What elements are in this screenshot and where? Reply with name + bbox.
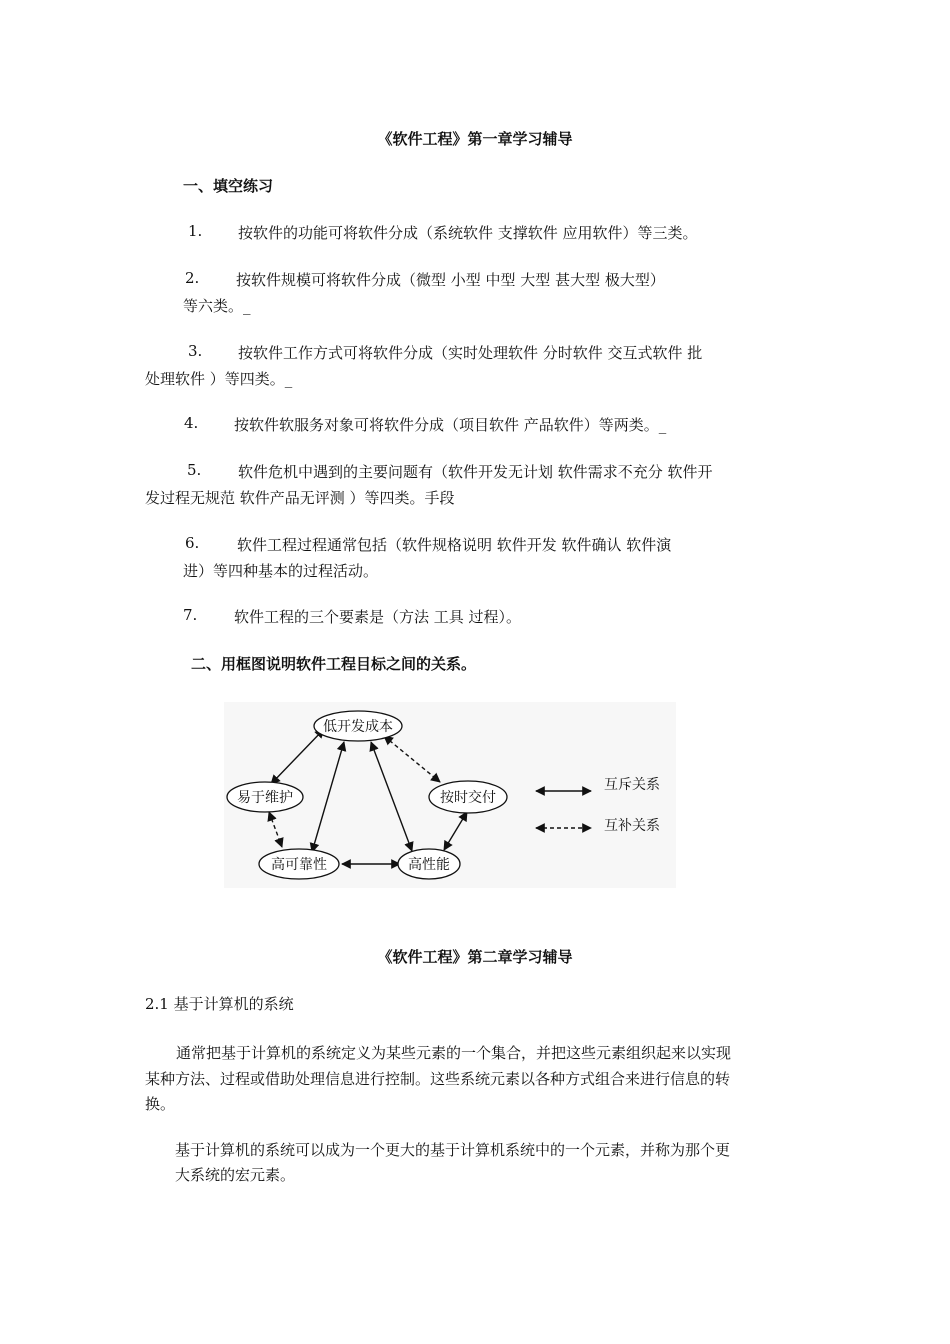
item-1-text: 按软件的功能可将软件分成（系统软件 支撑软件 应用软件）等三类。 bbox=[238, 224, 698, 242]
item-5-text: 软件危机中遇到的主要问题有（软件开发无计划 软件需求不充分 软件开 bbox=[238, 463, 713, 481]
legend-solid-label: 互斥关系 bbox=[604, 777, 660, 793]
node-on-time-label: 按时交付 bbox=[440, 790, 496, 806]
para1-line3: 换。 bbox=[145, 1095, 176, 1113]
item-6-number: 6. bbox=[185, 534, 200, 552]
item-6-continuation: 进）等四种基本的过程活动。 bbox=[183, 562, 379, 580]
section1-heading: 一、填空练习 bbox=[183, 177, 274, 195]
node-reliable bbox=[259, 849, 339, 879]
item-4-text: 按软件软服务对象可将软件分成（项目软件 产品软件）等两类。_ bbox=[234, 416, 667, 434]
item-5-continuation: 发过程无规范 软件产品无评测 ）等四类。手段 bbox=[145, 489, 455, 507]
item-4-number: 4. bbox=[184, 414, 199, 432]
para1-line1: 通常把基于计算机的系统定义为某些元素的一个集合，并把这些元素组织起来以实现 bbox=[176, 1044, 732, 1062]
para2-line2: 大系统的宏元素。 bbox=[175, 1166, 296, 1184]
item-7-text: 软件工程的三个要素是（方法 工具 过程）。 bbox=[234, 608, 522, 626]
node-on-time bbox=[429, 781, 507, 813]
item-6-text: 软件工程过程通常包括（软件规格说明 软件开发 软件确认 软件演 bbox=[237, 536, 672, 554]
node-maintainable-label: 易于维护 bbox=[237, 790, 293, 806]
chapter1-title: 《软件工程》第一章学习辅导 bbox=[377, 130, 573, 148]
node-performance bbox=[398, 849, 460, 879]
item-2-continuation: 等六类。_ bbox=[183, 297, 251, 315]
node-low-cost-label: 低开发成本 bbox=[323, 719, 393, 735]
para1-line2: 某种方法、过程或借助处理信息进行控制。这些系统元素以各种方式组合来进行信息的转 bbox=[145, 1070, 731, 1088]
item-5-number: 5. bbox=[187, 461, 202, 479]
node-low-cost bbox=[314, 711, 402, 741]
item-3-text: 按软件工作方式可将软件分成（实时处理软件 分时软件 交互式软件 批 bbox=[238, 344, 703, 362]
node-reliable-label: 高可靠性 bbox=[271, 857, 327, 873]
section-2-1-heading: 2.1 基于计算机的系统 bbox=[145, 995, 294, 1013]
item-7-number: 7. bbox=[183, 606, 198, 624]
legend-dashed-label: 互补关系 bbox=[604, 818, 660, 834]
item-3-continuation: 处理软件 ）等四类。_ bbox=[145, 370, 293, 388]
goals-relationship-diagram bbox=[224, 702, 676, 888]
item-2-number: 2. bbox=[185, 269, 200, 287]
item-2-text: 按软件规模可将软件分成（微型 小型 中型 大型 甚大型 极大型） bbox=[236, 271, 665, 289]
chapter2-title: 《软件工程》第二章学习辅导 bbox=[377, 948, 573, 966]
para2-line1: 基于计算机的系统可以成为一个更大的基于计算机系统中的一个元素，并称为那个更 bbox=[175, 1141, 731, 1159]
node-maintainable bbox=[227, 782, 303, 812]
item-3-number: 3. bbox=[188, 342, 203, 360]
node-performance-label: 高性能 bbox=[408, 857, 450, 873]
item-1-number: 1. bbox=[188, 222, 203, 240]
section2-heading: 二、用框图说明软件工程目标之间的关系。 bbox=[191, 655, 477, 673]
